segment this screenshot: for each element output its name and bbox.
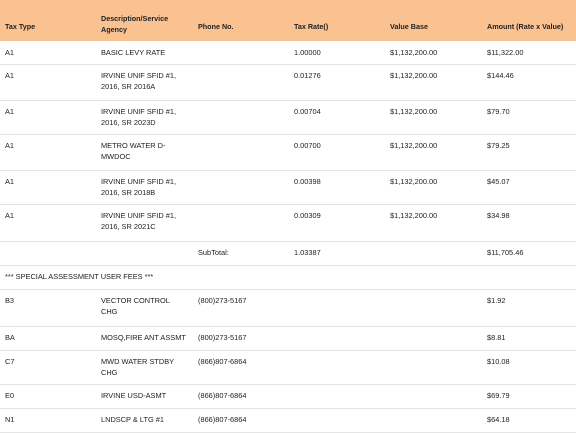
table-row [0,134,576,171]
description-cell-line: MWDOC [101,151,131,161]
description-cell [101,107,176,128]
description-cell-line: 2016, SR 2023D [101,117,156,127]
col-amount-header: Amount (Rate x Value) [487,22,564,31]
tax-type-cell: A1 [5,107,15,116]
value-base-cell: $1,132,200.00 [390,211,438,220]
description-cell [101,141,165,162]
table-header [0,0,576,41]
description-cell-line: IRVINE UNIF SFID #1, [101,71,177,80]
amount-cell: $64.18 [487,415,510,424]
amount-cell: $34.98 [487,211,510,220]
value-base-cell: $1,132,200.00 [390,71,438,80]
tax-type-cell: A1 [5,177,15,186]
description-cell-line: IRVINE UNIF SFID #1, [101,107,177,116]
value-base-cell: $1,132,200.00 [390,177,438,186]
col-tax-type-header: Tax Type [5,22,36,31]
tax-rate-cell: 0.00309 [294,211,321,220]
description-cell-line: BASIC LEVY RATE [101,48,166,57]
description-cell-line: CHG [101,367,118,377]
phone-cell: (800)273-5167 [198,333,247,342]
tax-type-cell: E0 [5,391,15,400]
description-cell-line: VECTOR CONTROL [101,296,170,305]
description-cell-line: IRVINE UNIF SFID #1, [101,211,177,220]
description-cell [101,333,186,344]
col-phone-header: Phone No. [198,22,234,31]
description-cell-line: METRO WATER D- [101,141,166,150]
amount-cell: $79.70 [487,107,510,116]
description-cell-line: LNDSCP & LTG #1 [101,415,164,424]
tax-rate-cell: 0.01276 [294,71,321,80]
value-base-cell: $1,132,200.00 [390,141,438,150]
table-row [0,170,576,205]
description-cell [101,71,176,92]
subtotal-label: SubTotal: [198,248,229,257]
tax-type-cell: C7 [5,357,15,366]
amount-cell: $69.79 [487,391,510,400]
tax-rate-cell: 1.00000 [294,48,321,57]
phone-cell: (866)807-6864 [198,391,247,400]
tax-type-cell: B3 [5,296,15,305]
amount-cell: $144.46 [487,71,514,80]
description-cell-line: IRVINE USD-ASMT [101,391,167,400]
tax-type-cell: A1 [5,71,15,80]
col-tax-rate-header: Tax Rate() [294,22,329,31]
tax-rate-cell: 0.00700 [294,141,321,150]
subtotal-rate: 1.03387 [294,248,321,257]
description-cell-line: 2016, SR 2016A [101,81,156,91]
phone-cell: (800)273-5167 [198,296,247,305]
col-value-base-header: Value Base [390,22,428,31]
table-row [0,100,576,135]
table-row [0,289,576,327]
amount-cell: $8.81 [487,333,506,342]
description-cell [101,357,174,378]
description-cell-line: IRVINE UNIF SFID #1, [101,177,177,186]
description-cell-line: CHG [101,306,118,316]
description-cell [101,296,170,317]
amount-cell: $11,322.00 [487,48,524,57]
description-cell [101,177,176,198]
amount-cell: $45.07 [487,177,510,186]
subtotal-amount: $11,705.46 [487,248,524,257]
table-row [0,350,576,385]
amount-cell: $10.08 [487,357,510,366]
description-cell [101,391,166,402]
value-base-cell: $1,132,200.00 [390,107,438,116]
special-assessment-heading: *** SPECIAL ASSESSMENT USER FEES *** [5,272,154,281]
tax-rate-cell: 0.00704 [294,107,321,116]
tax-type-cell: A1 [5,48,15,57]
phone-cell: (866)807-6864 [198,415,247,424]
phone-cell: (866)807-6864 [198,357,247,366]
tax-rate-cell: 0.00398 [294,177,321,186]
tax-type-cell: A1 [5,141,15,150]
description-cell-line: MWD WATER STDBY [101,357,175,366]
description-cell-line: 2016, SR 2021C [101,221,156,231]
description-cell [101,211,176,232]
description-cell [101,48,165,59]
description-cell-line: MOSQ,FIRE ANT ASSMT [101,333,186,342]
table-row [0,204,576,242]
tax-type-cell: BA [5,333,15,342]
description-cell [101,415,164,426]
amount-cell: $79.25 [487,141,510,150]
tax-type-cell: A1 [5,211,15,220]
col-description-header: Description/Service Agency [101,14,169,34]
description-cell-line: 2016, SR 2018B [101,187,156,197]
amount-cell: $1.92 [487,296,506,305]
value-base-cell: $1,132,200.00 [390,48,438,57]
tax-type-cell: N1 [5,415,15,424]
table-row [0,64,576,101]
